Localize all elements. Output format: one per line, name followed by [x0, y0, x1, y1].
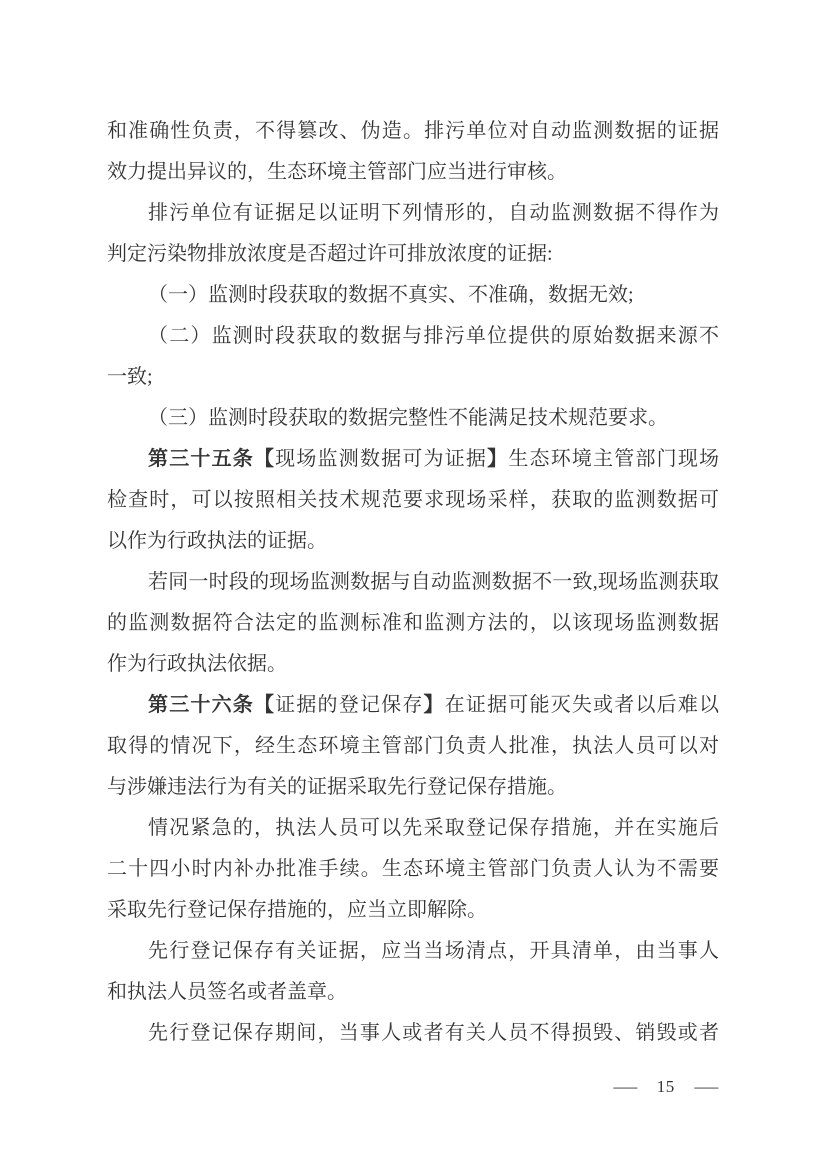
text-line [107, 480, 719, 521]
body-text: 作为行政执法依据。 [107, 653, 287, 675]
body-text: （三）监测时段获取的数据完整性不能满足技术规范要求。 [148, 407, 668, 429]
text-line [107, 931, 719, 972]
text-line [107, 439, 719, 480]
body-text: 和执法人员签名或者盖章。 [107, 981, 347, 1003]
text-line [107, 111, 719, 152]
text-line [107, 644, 719, 685]
body-text: （二）监测时段获取的数据与排污单位提供的原始数据来源不 [148, 325, 719, 347]
text-line [107, 193, 719, 234]
text-line [107, 234, 719, 275]
body-text: 排污单位有证据足以证明下列情形的，自动监测数据不得作为 [148, 202, 719, 224]
text-line [107, 972, 719, 1013]
body-text: 若同一时段的现场监测数据与自动监测数据不一致,现场监测获取 [148, 571, 719, 593]
article-heading-text: 【 [253, 694, 276, 716]
body-text: 检查时，可以按照相关技术规范要求现场采样，获取的监测数据可 [107, 489, 719, 511]
article-heading-text: 】 [487, 448, 509, 470]
footer-dash-right: — [694, 1077, 719, 1096]
body-text: 与涉嫌违法行为有关的证据采取先行登记保存措施。 [107, 776, 567, 798]
text-line [107, 398, 719, 439]
body-text: 现场监测数据可为证据 [275, 448, 488, 470]
article-heading-text: 【 [253, 448, 276, 470]
text-line [107, 685, 719, 726]
text-line [107, 849, 719, 890]
body-text: 和准确性负责，不得篡改、伪造。排污单位对自动监测数据的证据 [107, 120, 719, 142]
text-line [107, 275, 719, 316]
page-footer [613, 1074, 720, 1100]
text-line [107, 890, 719, 931]
body-text: 证据的登记保存 [275, 694, 424, 716]
article-heading-text: 】 [423, 694, 445, 716]
text-line [107, 152, 719, 193]
text-line [107, 521, 719, 562]
text-line [107, 316, 719, 357]
text-line [107, 808, 719, 849]
text-line [107, 726, 719, 767]
text-line [107, 357, 719, 398]
body-text: 采取先行登记保存措施的，应当立即解除。 [107, 899, 487, 921]
body-text: 二十四小时内补办批准手续。生态环境主管部门负责人认为不需要 [107, 858, 719, 880]
text-line [107, 562, 719, 603]
body-text: 情况紧急的，执法人员可以先采取登记保存措施，并在实施后 [148, 817, 719, 839]
text-line [107, 767, 719, 808]
body-text: （一）监测时段获取的数据不真实、不准确，数据无效; [148, 284, 634, 306]
text-line [107, 603, 719, 644]
body-text: 先行登记保存有关证据，应当当场清点，开具清单，由当事人 [148, 940, 719, 962]
text-line [107, 1013, 719, 1054]
body-text: 在证据可能灭失或者以后难以 [444, 694, 720, 716]
document-body [107, 111, 719, 1054]
page-number: 15 [656, 1077, 675, 1096]
body-text: 判定污染物排放浓度是否超过许可排放浓度的证据: [107, 243, 553, 265]
body-text: 取得的情况下，经生态环境主管部门负责人批准，执法人员可以对 [107, 735, 719, 757]
body-text: 以作为行政执法的证据。 [107, 530, 327, 552]
body-text: 一致; [107, 366, 153, 388]
article-heading-text: 第三十五条 [148, 448, 254, 470]
body-text: 的监测数据符合法定的监测标准和监测方法的，以该现场监测数据 [107, 612, 719, 634]
body-text: 效力提出异议的，生态环境主管部门应当进行审核。 [107, 161, 567, 183]
body-text: 先行登记保存期间，当事人或者有关人员不得损毁、销毁或者 [148, 1022, 719, 1044]
footer-dash-left: — [613, 1077, 638, 1096]
article-heading-text: 第三十六条 [148, 694, 254, 716]
body-text: 生态环境主管部门现场 [508, 448, 720, 470]
